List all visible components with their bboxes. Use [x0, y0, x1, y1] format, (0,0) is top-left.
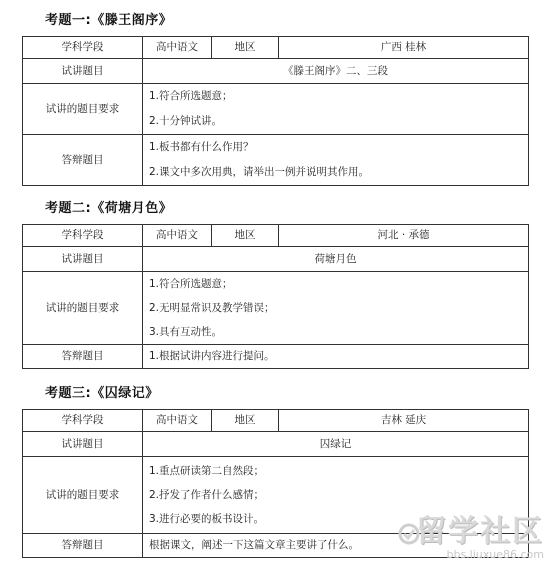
requirement-item: 3.具有互动性。	[149, 326, 223, 338]
exam-2-title: 考题二:《荷塘月色》	[45, 201, 173, 216]
requirements-list	[143, 457, 529, 534]
answer-label: 答辩题目	[23, 135, 143, 186]
requirement-item: 1.重点研读第二自然段；	[149, 465, 265, 477]
stage-label: 学科学段	[23, 225, 143, 247]
table-row-requirements	[23, 272, 529, 345]
watermark-brand: 留学社区	[416, 514, 544, 549]
answer-label: 答辩题目	[23, 345, 143, 369]
answer-list	[143, 345, 529, 369]
topic-value: 《滕王阁序》二、三段	[143, 59, 529, 84]
exam-3-table	[22, 409, 529, 558]
answer-label: 答辩题目	[23, 534, 143, 558]
requirements-label: 试讲的题目要求	[23, 457, 143, 534]
requirements-label: 试讲的题目要求	[23, 84, 143, 135]
topic-label: 试讲题目	[23, 432, 143, 457]
topic-label: 试讲题目	[23, 59, 143, 84]
exam-1-table	[22, 36, 529, 186]
table-row-requirements	[23, 84, 529, 135]
topic-value: 荷塘月色	[143, 247, 529, 272]
answer-item: 1.根据试讲内容进行提问。	[149, 350, 275, 363]
stage-value: 高中语文	[143, 410, 212, 432]
requirement-item: 2.十分钟试讲。	[149, 115, 223, 127]
requirements-list	[143, 272, 529, 345]
stage-value: 高中语文	[143, 37, 212, 59]
requirement-item: 2.无明显常识及教学错误；	[149, 302, 275, 314]
table-row-topic	[23, 59, 529, 84]
table-row-stage	[23, 225, 529, 247]
table-row-requirements	[23, 457, 529, 534]
watermark-logo-icon	[398, 523, 420, 545]
answer-item: 1.板书都有什么作用？	[149, 141, 254, 153]
requirement-item: 1.符合所选题意；	[149, 90, 233, 102]
watermark-url: bbs.liuxue86.com	[446, 548, 544, 561]
table-row-answers	[23, 135, 529, 186]
table-row-stage	[23, 37, 529, 59]
answer-list	[143, 534, 529, 558]
exam-1-title: 考题一:《滕王阁序》	[45, 13, 173, 28]
topic-value: 囚绿记	[143, 432, 529, 457]
requirements-label: 试讲的题目要求	[23, 272, 143, 345]
stage-label: 学科学段	[23, 37, 143, 59]
requirement-item: 3.进行必要的板书设计。	[149, 513, 265, 525]
region-value: 广西 桂林	[279, 37, 529, 59]
region-label: 地区	[212, 37, 279, 59]
requirement-item: 2.抒发了作者什么感情；	[149, 489, 265, 501]
requirement-item: 1.符合所选题意；	[149, 278, 233, 290]
region-label: 地区	[212, 225, 279, 247]
answer-list	[143, 135, 529, 186]
table-row-answers	[23, 534, 529, 558]
stage-value: 高中语文	[143, 225, 212, 247]
answer-item: 2.课文中多次用典，请举出一例并说明其作用。	[149, 166, 370, 178]
table-row-topic	[23, 432, 529, 457]
exam-3-title: 考题三:《囚绿记》	[45, 386, 159, 401]
stage-label: 学科学段	[23, 410, 143, 432]
topic-label: 试讲题目	[23, 247, 143, 272]
region-value: 吉林 延庆	[279, 410, 529, 432]
table-row-topic	[23, 247, 529, 272]
table-row-stage	[23, 410, 529, 432]
table-row-answers	[23, 345, 529, 369]
answer-item: 根据课文，阐述一下这篇文章主要讲了什么。	[149, 539, 359, 552]
exam-2-table	[22, 224, 529, 369]
region-value: 河北 · 承德	[279, 225, 529, 247]
requirements-list	[143, 84, 529, 135]
region-label: 地区	[212, 410, 279, 432]
